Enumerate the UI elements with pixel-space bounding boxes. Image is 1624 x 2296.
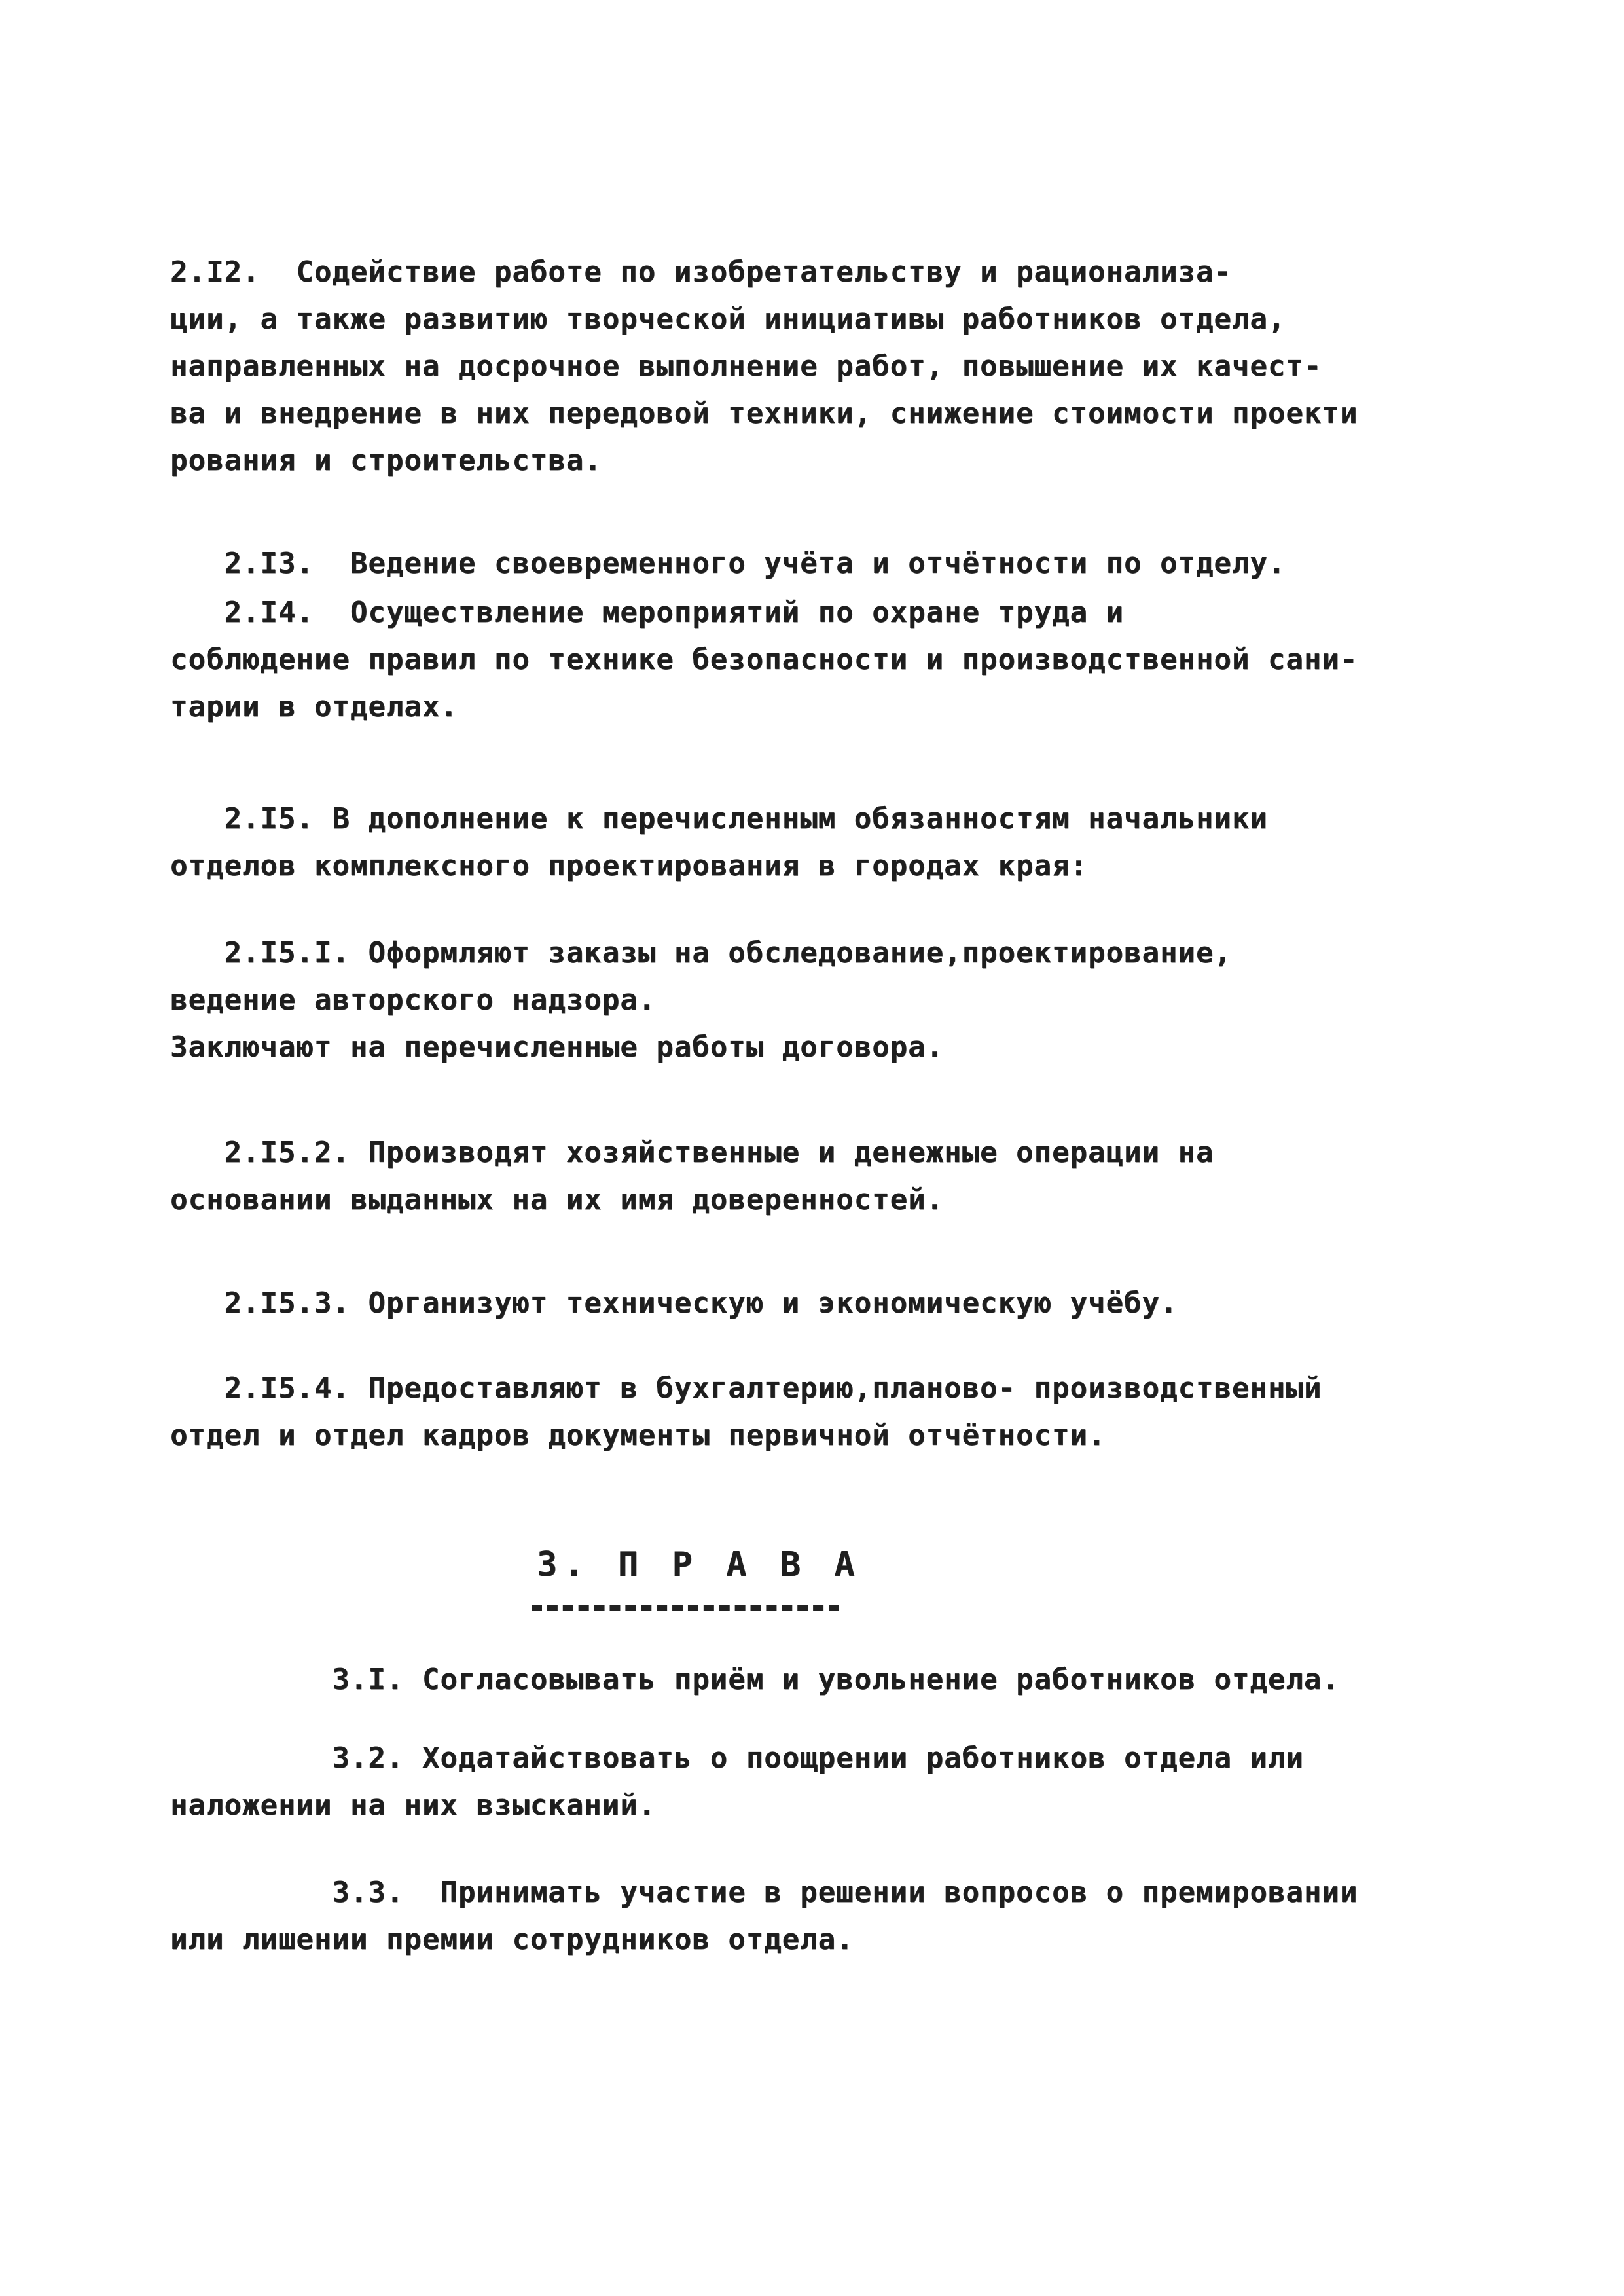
text-line: 3.2. Ходатайствовать о поощрении работников отдела или bbox=[170, 1741, 1304, 1775]
paragraph-2-15 bbox=[170, 795, 1473, 890]
paragraph-3-2 bbox=[170, 1735, 1473, 1829]
paragraph-3-1 bbox=[170, 1656, 1473, 1704]
text-line: тарии в отделах. bbox=[170, 690, 458, 723]
paragraph-2-13 bbox=[170, 540, 1473, 587]
text-line: или лишении премии сотрудников отдела. bbox=[170, 1923, 854, 1956]
text-line: Заключают на перечисленные работы договора. bbox=[170, 1030, 945, 1064]
text-line: 2.I5.4. Предоставляют в бухгалтерию,планово- производственный bbox=[170, 1372, 1322, 1405]
section-heading-rights: 3. П Р А В А bbox=[537, 1545, 861, 1584]
paragraph-2-15-4 bbox=[170, 1365, 1473, 1459]
text-line: 2.I4. Осуществление мероприятий по охране труда и bbox=[170, 596, 1124, 629]
paragraph-2-15-3 bbox=[170, 1280, 1473, 1327]
text-line: рования и строительства. bbox=[170, 444, 602, 477]
text-line: отделов комплексного проектирования в городах края: bbox=[170, 849, 1089, 883]
paragraph-2-15-2 bbox=[170, 1129, 1473, 1224]
text-line: 2.I3. Ведение своевременного учёта и отчётности по отделу. bbox=[170, 547, 1286, 580]
text-line: отдел и отдел кадров документы первичной отчётности. bbox=[170, 1419, 1106, 1452]
text-line: ва и внедрение в них передовой техники, снижение стоимости проекти bbox=[170, 397, 1358, 430]
text-line: 2.I5.3. Организуют техническую и экономическую учёбу. bbox=[170, 1286, 1178, 1320]
paragraph-3-3 bbox=[170, 1869, 1473, 1963]
paragraph-2-15-1 bbox=[170, 930, 1473, 1071]
text-line: основании выданных на их имя доверенностей. bbox=[170, 1183, 945, 1216]
text-line: наложении на них взысканий. bbox=[170, 1789, 657, 1822]
text-line: 2.I2. Содействие работе по изобретательству и рационализа- bbox=[170, 255, 1232, 289]
text-line: 3.3. Принимать участие в решении вопросов о премировании bbox=[170, 1876, 1358, 1909]
text-line: 2.I5.2. Производят хозяйственные и денежные операции на bbox=[170, 1136, 1214, 1169]
text-line: 2.I5.I. Оформляют заказы на обследование,проектирование, bbox=[170, 936, 1232, 970]
text-line: 3.I. Согласовывать приём и увольнение работников отдела. bbox=[170, 1663, 1340, 1696]
text-line: направленных на досрочное выполнение работ, повышение их качест- bbox=[170, 350, 1322, 383]
paragraph-2-14 bbox=[170, 589, 1473, 731]
heading-underline bbox=[532, 1605, 839, 1611]
text-line: ции, а также развитию творческой инициативы работников отдела, bbox=[170, 302, 1286, 336]
paragraph-2-12 bbox=[170, 249, 1473, 484]
text-line: соблюдение правил по технике безопасности и производственной сани- bbox=[170, 643, 1358, 676]
text-line: ведение авторского надзора. bbox=[170, 983, 657, 1017]
text-line: 2.I5. В дополнение к перечисленным обязанностям начальники bbox=[170, 802, 1268, 835]
